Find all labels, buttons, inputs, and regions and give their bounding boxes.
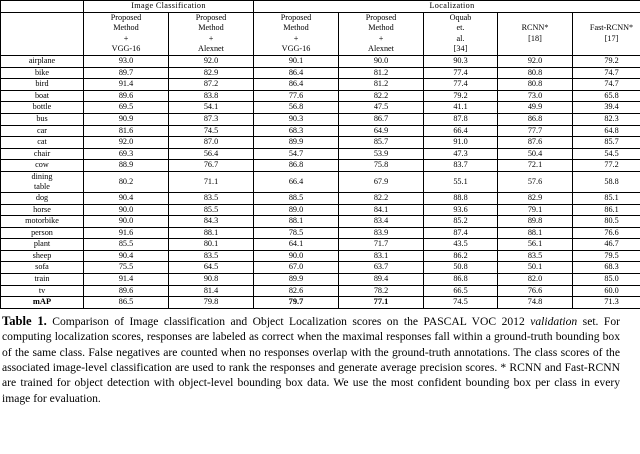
- cell-value: 90.4: [84, 192, 169, 204]
- caption-text-part2: set. For computing localization scores, responses are labeled as correct when the maximal responses fall within a ground-truth bounding box of the same class. False negatives are counted when no responses overlap with the ground-truth annotations. The class scores of the associated image-level classification are used to rank the responses and generate average precision scores. * RCNN and Fast-RCNN are trained for object detection with object-level bounding box data. We use the most confident bounding box per class in every image for evaluation.: [2, 314, 621, 405]
- cell-value: 50.8: [424, 262, 498, 274]
- header-line: et.: [456, 23, 465, 33]
- header-line: Method: [198, 23, 224, 33]
- row-label-map: mAP: [1, 297, 84, 309]
- cell-value: 80.5: [573, 216, 640, 228]
- cell-value: 56.4: [169, 148, 254, 160]
- header-line: +: [208, 33, 214, 43]
- cell-value: 54.7: [254, 148, 339, 160]
- cell-value: 82.3: [573, 113, 640, 125]
- group-header-localization: Localization: [254, 1, 640, 13]
- cell-value: 77.2: [573, 160, 640, 172]
- cell-value: 88.1: [254, 216, 339, 228]
- cell-value: 75.8: [339, 160, 424, 172]
- cell-value: 81.2: [339, 67, 424, 79]
- row-label-bird: bird: [1, 79, 84, 91]
- table-row: [1, 148, 640, 160]
- cell-value: 93.6: [424, 204, 498, 216]
- row-label-sheep: sheep: [1, 250, 84, 262]
- cell-value: 91.4: [84, 274, 169, 286]
- row-label-horse: horse: [1, 204, 84, 216]
- cell-value: 82.9: [169, 67, 254, 79]
- cell-value: 86.4: [254, 79, 339, 91]
- row-label-train: train: [1, 274, 84, 286]
- cell-value: 39.4: [573, 102, 640, 114]
- cell-value-summary: 79.8: [169, 297, 254, 309]
- cell-value: 76.6: [573, 227, 640, 239]
- cell-value: 91.4: [84, 79, 169, 91]
- header-line: Proposed: [195, 12, 227, 22]
- cell-value: 89.4: [339, 274, 424, 286]
- header-line: [17]: [604, 33, 619, 43]
- cell-value: 65.8: [573, 90, 640, 102]
- header-line: VGG-16: [281, 44, 311, 54]
- cell-value: 86.8: [424, 274, 498, 286]
- cell-value: 89.9: [254, 274, 339, 286]
- caption-text-part1: Comparison of Image classification and Object Localization scores on the PASCAL VOC 2012: [46, 314, 531, 328]
- cell-value: 88.1: [498, 227, 573, 239]
- col-header-proposed-vgg16-classification: [84, 12, 169, 55]
- row-label-car: car: [1, 125, 84, 137]
- corner-cell-lower: [1, 12, 84, 55]
- table-row: [1, 67, 640, 79]
- cell-value: 58.8: [573, 171, 640, 192]
- caption-number: Table 1.: [2, 313, 47, 328]
- cell-value: 81.4: [169, 285, 254, 297]
- cell-value: 54.5: [573, 148, 640, 160]
- cell-value: 83.8: [169, 90, 254, 102]
- cell-value: 90.3: [254, 113, 339, 125]
- cell-value: 86.1: [573, 204, 640, 216]
- row-label-bus: bus: [1, 113, 84, 125]
- cell-value: 50.1: [498, 262, 573, 274]
- cell-value: 47.3: [424, 148, 498, 160]
- row-label-bottle: bottle: [1, 102, 84, 114]
- cell-value: 64.8: [573, 125, 640, 137]
- cell-value: 90.0: [339, 55, 424, 67]
- cell-value: 79.2: [424, 90, 498, 102]
- cell-value: 87.3: [169, 113, 254, 125]
- cell-value: 85.0: [573, 274, 640, 286]
- cell-value: 85.7: [339, 137, 424, 149]
- cell-value: 79.1: [498, 204, 573, 216]
- col-header-proposed-alexnet-localization: [339, 12, 424, 55]
- table-row: [1, 239, 640, 251]
- cell-value: 83.5: [169, 250, 254, 262]
- cell-value: 82.0: [498, 274, 573, 286]
- figure-caption: [2, 314, 620, 406]
- cell-value: 46.7: [573, 239, 640, 251]
- cell-value: 87.8: [424, 113, 498, 125]
- cell-value: 83.1: [339, 250, 424, 262]
- header-line: Oquab: [449, 12, 472, 22]
- cell-value: 92.0: [498, 55, 573, 67]
- cell-value: 81.6: [84, 125, 169, 137]
- cell-value: 85.1: [573, 192, 640, 204]
- cell-value: 87.4: [424, 227, 498, 239]
- cell-value: 82.2: [339, 192, 424, 204]
- cell-value: 82.2: [339, 90, 424, 102]
- cell-value-summary: 74.8: [498, 297, 573, 309]
- cell-value: 89.6: [84, 285, 169, 297]
- header-line: [18]: [528, 33, 542, 43]
- cell-value: 77.7: [498, 125, 573, 137]
- cell-value: 90.8: [169, 274, 254, 286]
- cell-value: 90.4: [84, 250, 169, 262]
- cell-value: 89.9: [254, 137, 339, 149]
- row-label-tv: tv: [1, 285, 84, 297]
- cell-value: 77.4: [424, 67, 498, 79]
- cell-value: 73.0: [498, 90, 573, 102]
- sub-header-row: [1, 12, 640, 55]
- cell-value: 83.5: [169, 192, 254, 204]
- header-line: +: [378, 33, 384, 43]
- cell-value: 89.7: [84, 67, 169, 79]
- row-label-airplane: airplane: [1, 55, 84, 67]
- header-line: +: [123, 33, 129, 43]
- cell-value: 64.9: [339, 125, 424, 137]
- cell-value: 85.2: [424, 216, 498, 228]
- col-header-proposed-alexnet-classification: [169, 12, 254, 55]
- table-row: [1, 171, 640, 192]
- table-row: [1, 192, 640, 204]
- cell-value: 64.5: [169, 262, 254, 274]
- table-row-summary: [1, 297, 640, 309]
- cell-value-summary: 74.5: [424, 297, 498, 309]
- cell-value: 41.1: [424, 102, 498, 114]
- cell-value: 91.0: [424, 137, 498, 149]
- cell-value: 85.5: [169, 204, 254, 216]
- cell-value-summary: 71.3: [573, 297, 640, 309]
- header-line: Method: [368, 23, 394, 33]
- cell-value: 55.1: [424, 171, 498, 192]
- cell-value: 75.5: [84, 262, 169, 274]
- cell-value: 78.2: [339, 285, 424, 297]
- cell-value: 67.0: [254, 262, 339, 274]
- table-row: [1, 216, 640, 228]
- cell-value: 86.2: [424, 250, 498, 262]
- cell-value: 76.6: [498, 285, 573, 297]
- cell-value: 53.9: [339, 148, 424, 160]
- cell-value: 82.6: [254, 285, 339, 297]
- table-row: [1, 55, 640, 67]
- cell-value: 66.4: [254, 171, 339, 192]
- cell-value: 74.5: [169, 125, 254, 137]
- cell-value: 86.8: [254, 160, 339, 172]
- cell-value: 47.5: [339, 102, 424, 114]
- table-row: [1, 79, 640, 91]
- cell-value: 84.1: [339, 204, 424, 216]
- caption-italic-validation: validation: [530, 314, 578, 328]
- cell-value: 89.0: [254, 204, 339, 216]
- cell-value-summary: 86.5: [84, 297, 169, 309]
- row-label-chair: chair: [1, 148, 84, 160]
- cell-value: 72.1: [498, 160, 573, 172]
- cell-value: 90.3: [424, 55, 498, 67]
- cell-value: 87.6: [498, 137, 573, 149]
- header-line: Method: [113, 23, 139, 33]
- group-header-image-classification: Image Classification: [84, 1, 254, 13]
- row-label-boat: boat: [1, 90, 84, 102]
- cell-value: 66.4: [424, 125, 498, 137]
- header-line: Proposed: [365, 12, 397, 22]
- cell-value: 88.8: [424, 192, 498, 204]
- cell-value: 63.7: [339, 262, 424, 274]
- cell-value: 87.2: [169, 79, 254, 91]
- header-line: Method: [283, 23, 309, 33]
- header-line: al.: [456, 33, 465, 43]
- cell-value: 84.3: [169, 216, 254, 228]
- cell-value: 90.0: [84, 204, 169, 216]
- cell-value-summary: 79.7: [254, 297, 339, 309]
- cell-value: 85.5: [84, 239, 169, 251]
- row-label-motorbike: motorbike: [1, 216, 84, 228]
- cell-value: 69.5: [84, 102, 169, 114]
- header-line: Proposed: [280, 12, 312, 22]
- cell-value: 56.8: [254, 102, 339, 114]
- cell-value: 57.6: [498, 171, 573, 192]
- table-row: [1, 262, 640, 274]
- cell-value: 92.0: [169, 55, 254, 67]
- cell-value: 71.1: [169, 171, 254, 192]
- row-label-sofa: sofa: [1, 262, 84, 274]
- table-row: [1, 227, 640, 239]
- cell-value: 68.3: [254, 125, 339, 137]
- cell-value: 66.5: [424, 285, 498, 297]
- cell-value: 69.3: [84, 148, 169, 160]
- cell-value: 88.1: [169, 227, 254, 239]
- table-body: [1, 55, 640, 308]
- group-header-row: [1, 1, 640, 13]
- cell-value: 78.5: [254, 227, 339, 239]
- cell-value: 80.2: [84, 171, 169, 192]
- cell-value: 43.5: [424, 239, 498, 251]
- cell-value: 86.7: [339, 113, 424, 125]
- cell-value: 80.8: [498, 79, 573, 91]
- row-label-person: person: [1, 227, 84, 239]
- cell-value-summary: 77.1: [339, 297, 424, 309]
- table-row: [1, 125, 640, 137]
- table-row: [1, 204, 640, 216]
- row-label-dog: dog: [1, 192, 84, 204]
- cell-value: 77.6: [254, 90, 339, 102]
- cell-value: 79.2: [573, 55, 640, 67]
- cell-value: 49.9: [498, 102, 573, 114]
- cell-value: 56.1: [498, 239, 573, 251]
- cell-value: 83.9: [339, 227, 424, 239]
- cell-value: 77.4: [424, 79, 498, 91]
- table-row: [1, 113, 640, 125]
- header-line: Alexnet: [368, 44, 394, 54]
- cell-value: 76.7: [169, 160, 254, 172]
- table-row: [1, 137, 640, 149]
- cell-value: 85.7: [573, 137, 640, 149]
- cell-value: 87.0: [169, 137, 254, 149]
- row-label-cow: cow: [1, 160, 84, 172]
- header-line: Alexnet: [198, 44, 224, 54]
- cell-value: 81.2: [339, 79, 424, 91]
- row-label-bike: bike: [1, 67, 84, 79]
- cell-value: 71.7: [339, 239, 424, 251]
- cell-value: 79.5: [573, 250, 640, 262]
- cell-value: 90.9: [84, 113, 169, 125]
- col-header-proposed-vgg16-localization: [254, 12, 339, 55]
- header-line: +: [293, 33, 299, 43]
- cell-value: 74.7: [573, 67, 640, 79]
- cell-value: 91.6: [84, 227, 169, 239]
- cell-value: 90.1: [254, 55, 339, 67]
- table-row: [1, 90, 640, 102]
- header-line: Proposed: [110, 12, 142, 22]
- col-header-fast-rcnn: [573, 12, 640, 55]
- cell-value: 82.9: [498, 192, 573, 204]
- cell-value: 68.3: [573, 262, 640, 274]
- row-label-plant: plant: [1, 239, 84, 251]
- cell-value: 80.1: [169, 239, 254, 251]
- table-row: [1, 274, 640, 286]
- col-header-rcnn: [498, 12, 573, 55]
- cell-value: 54.1: [169, 102, 254, 114]
- col-header-oquab: [424, 12, 498, 55]
- row-label-line: dining: [31, 172, 53, 182]
- cell-value: 89.8: [498, 216, 573, 228]
- cell-value: 92.0: [84, 137, 169, 149]
- row-label-cat: cat: [1, 137, 84, 149]
- cell-value: 50.4: [498, 148, 573, 160]
- cell-value: 86.4: [254, 67, 339, 79]
- cell-value: 83.5: [498, 250, 573, 262]
- table-row: [1, 160, 640, 172]
- cell-value: 83.4: [339, 216, 424, 228]
- cell-value: 74.7: [573, 79, 640, 91]
- cell-value: 83.7: [424, 160, 498, 172]
- header-line: VGG-16: [111, 44, 141, 54]
- cell-value: 90.0: [84, 216, 169, 228]
- cell-value: 60.0: [573, 285, 640, 297]
- cell-value: 89.6: [84, 90, 169, 102]
- cell-value: 64.1: [254, 239, 339, 251]
- cell-value: 88.5: [254, 192, 339, 204]
- cell-value: 80.8: [498, 67, 573, 79]
- table-head: [1, 1, 640, 56]
- table-row: [1, 102, 640, 114]
- header-line: [34]: [453, 44, 468, 54]
- row-label-dining-table: [1, 171, 84, 192]
- cell-value: 67.9: [339, 171, 424, 192]
- cell-value: 93.0: [84, 55, 169, 67]
- cell-value: 88.9: [84, 160, 169, 172]
- corner-cell: [1, 1, 84, 13]
- table-row: [1, 250, 640, 262]
- cell-value: 86.8: [498, 113, 573, 125]
- row-label-line: table: [34, 181, 50, 191]
- header-line: Fast-RCNN*: [589, 23, 634, 33]
- cell-value: 90.0: [254, 250, 339, 262]
- table-row: [1, 285, 640, 297]
- header-line: RCNN*: [521, 23, 549, 33]
